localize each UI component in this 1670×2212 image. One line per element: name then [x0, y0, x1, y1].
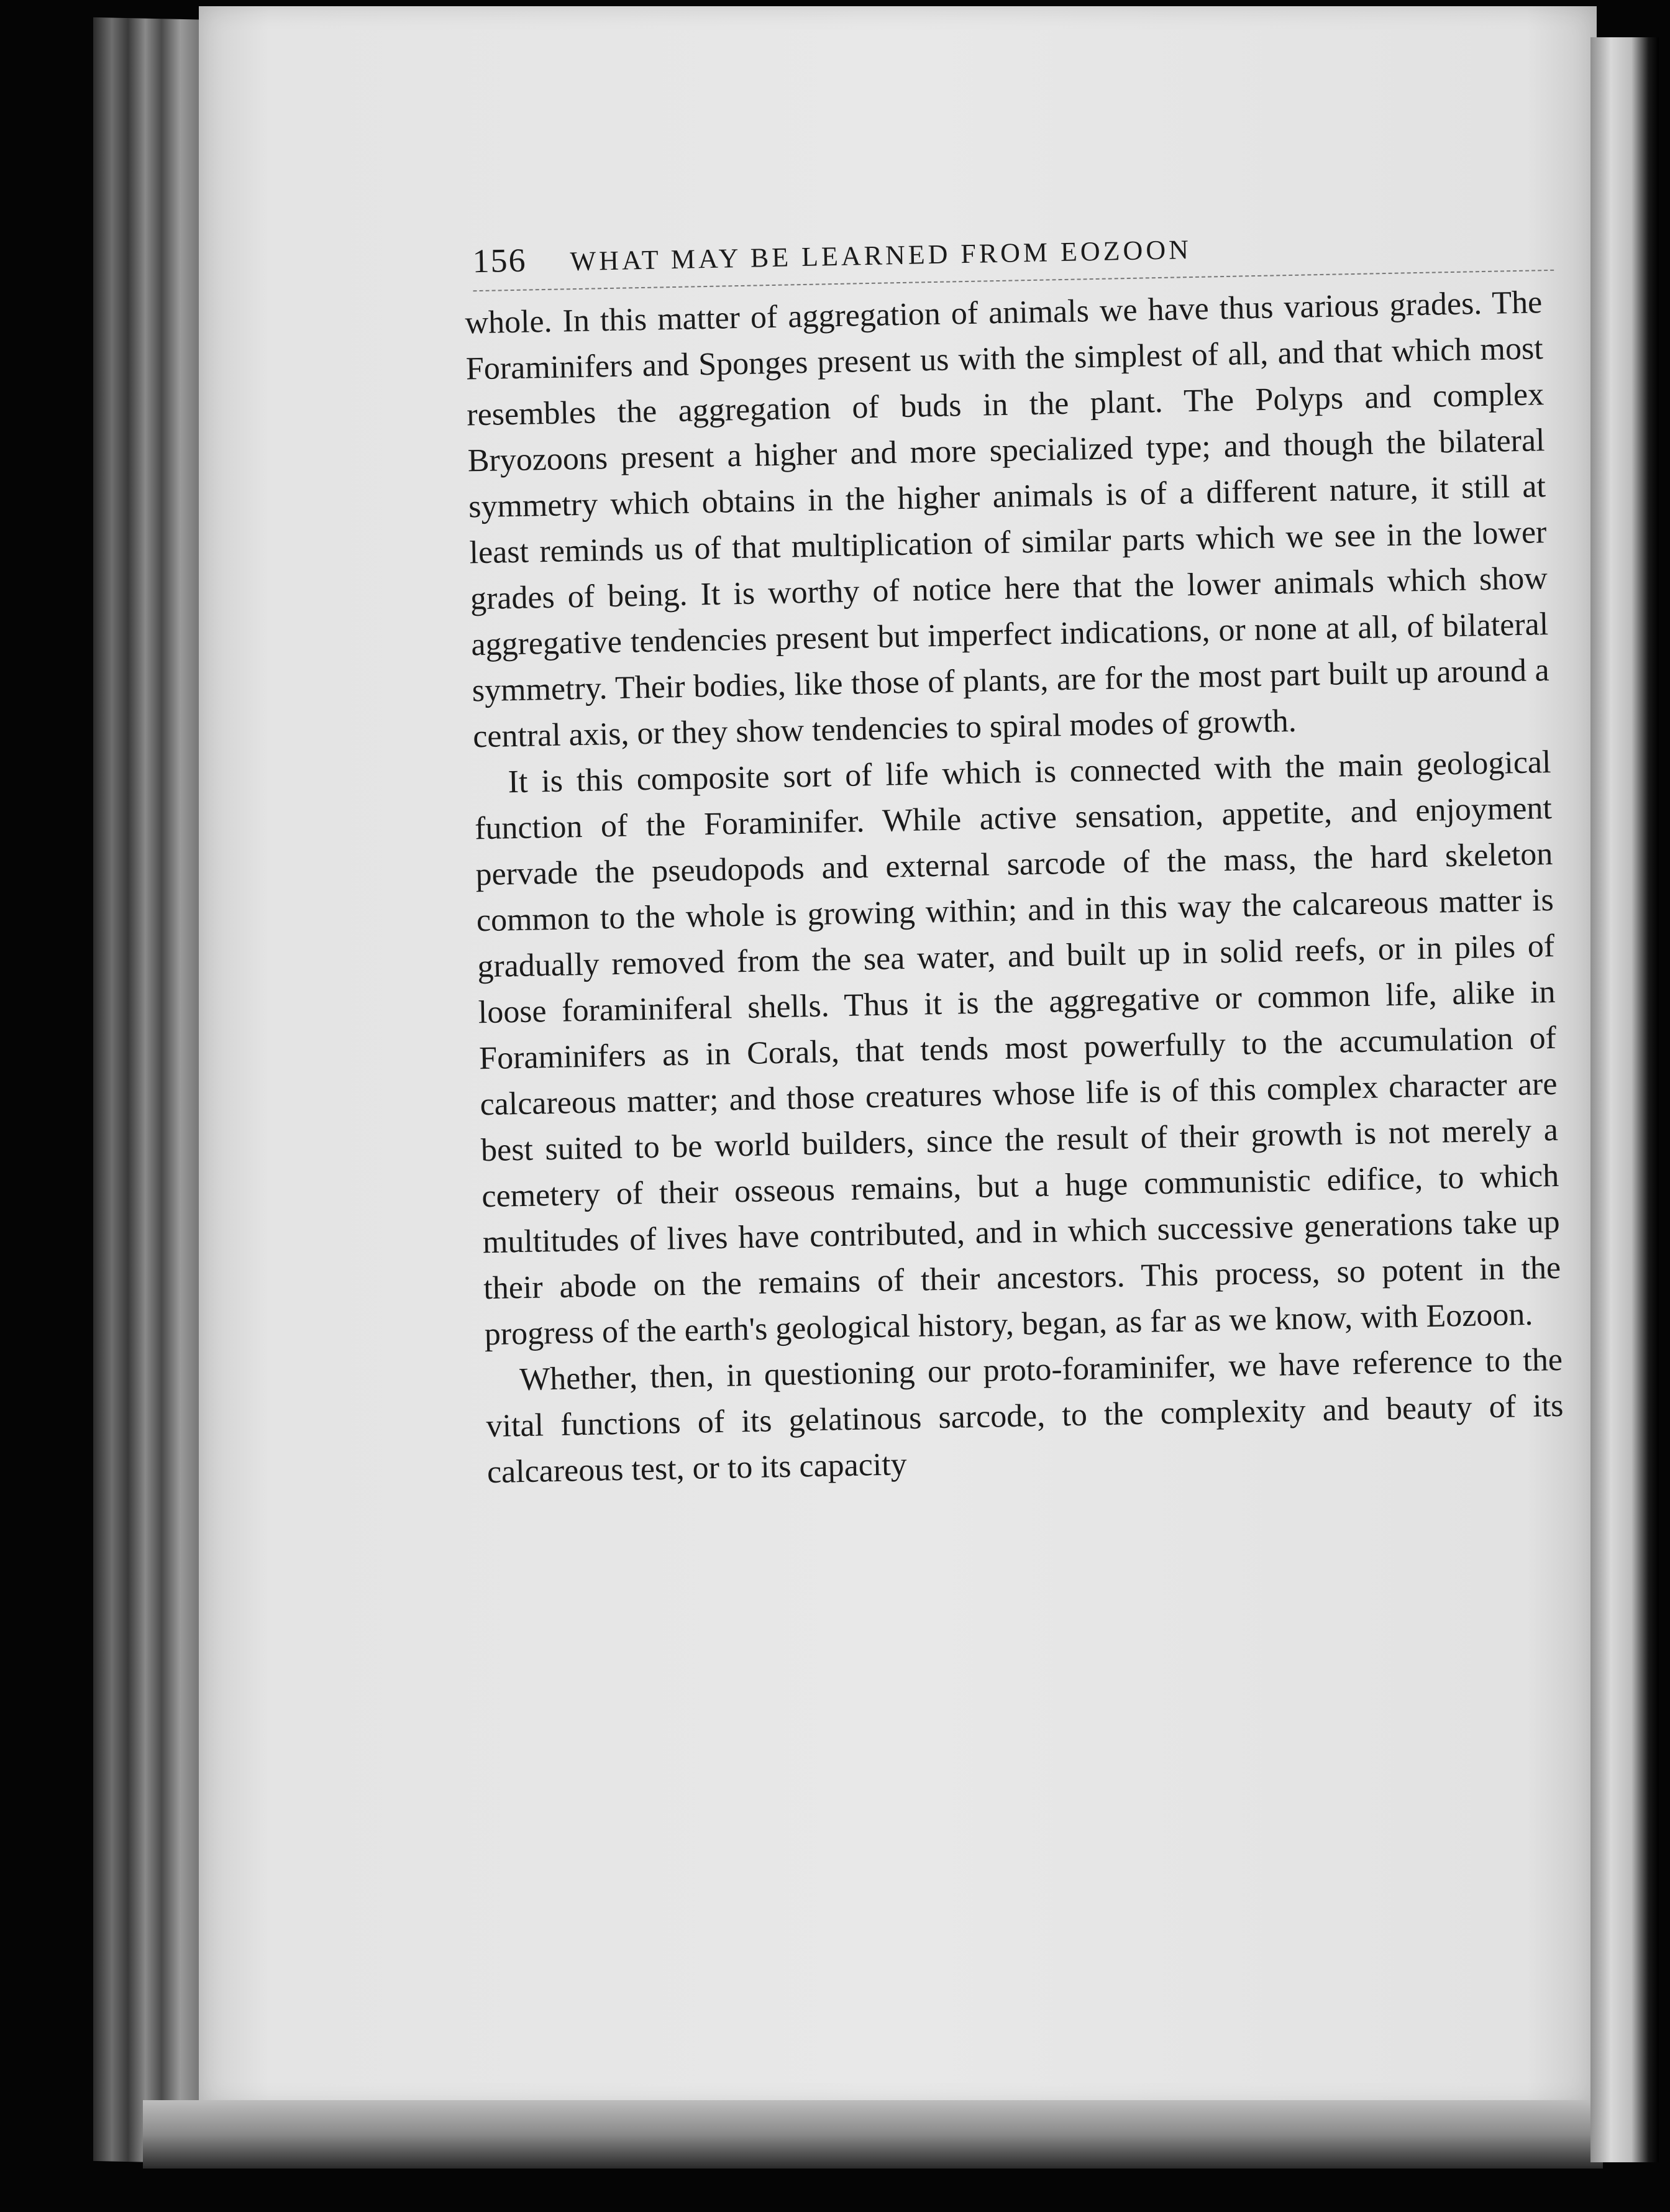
- running-title: WHAT MAY BE LEARNED FROM EOZOON: [570, 234, 1192, 277]
- paragraph: Whether, then, in questioning our proto-foraminifer, we have reference to the vital functions of its gelatinous sarcode, to the complexity and beauty of its calcareous test, or to its capacity: [486, 1341, 1564, 1491]
- paragraph: whole. In this matter of aggregation of animals we have thus various grades. The Foraminifers and Sponges present us with the simplest of all, and that which most resembles the aggregation of buds in the plant. The Polyps and complex Bryozoons present a higher and more specialized type; and though the bilateral symmetry which obtains in the higher animals is of a different nature, it still at least reminds us of that multiplication of similar parts which we see in the lower grades of being. It is worthy of notice here that the lower animals which show aggregative tendencies present but imperfect indications, or none at all, of bilateral symmetry. Their bodies, like those of plants, are for the most part built up around a central axis, or they show tendencies to spiral modes of growth.: [464, 285, 1550, 755]
- right-page-edge: [1590, 37, 1659, 2162]
- paragraph: It is this composite sort of life which is connected with the main geological function of the Foraminifer. While active sensation, appetite, and enjoyment pervade the pseudopods and external sarcode of the mass, the hard skeleton common to the whole is growing within; and in this way the calcareous matter is gradually removed from the sea water, and built up in solid reefs, or in piles of loose foraminiferal shells. Thus it is the aggregative or common life, alike in Foraminifers as in Corals, that tends most powerfully to the accumulation of calcareous matter; and those creatures whose life is of this complex character are best suited to be world builders, since the result of their growth is not merely a cemetery of their osseous remains, but a huge communistic edifice, to which multitudes of lives have contributed, and in which successive generations take up their abode on the remains of their ancestors. This process, so potent in the progress of the earth's geological history, began, as far as we know, with Eozoon.: [474, 744, 1561, 1353]
- body-text: [465, 280, 1565, 1496]
- page-content: [447, 223, 1564, 1496]
- page-bottom-edge: [143, 2100, 1603, 2169]
- page-number: 156: [472, 241, 527, 280]
